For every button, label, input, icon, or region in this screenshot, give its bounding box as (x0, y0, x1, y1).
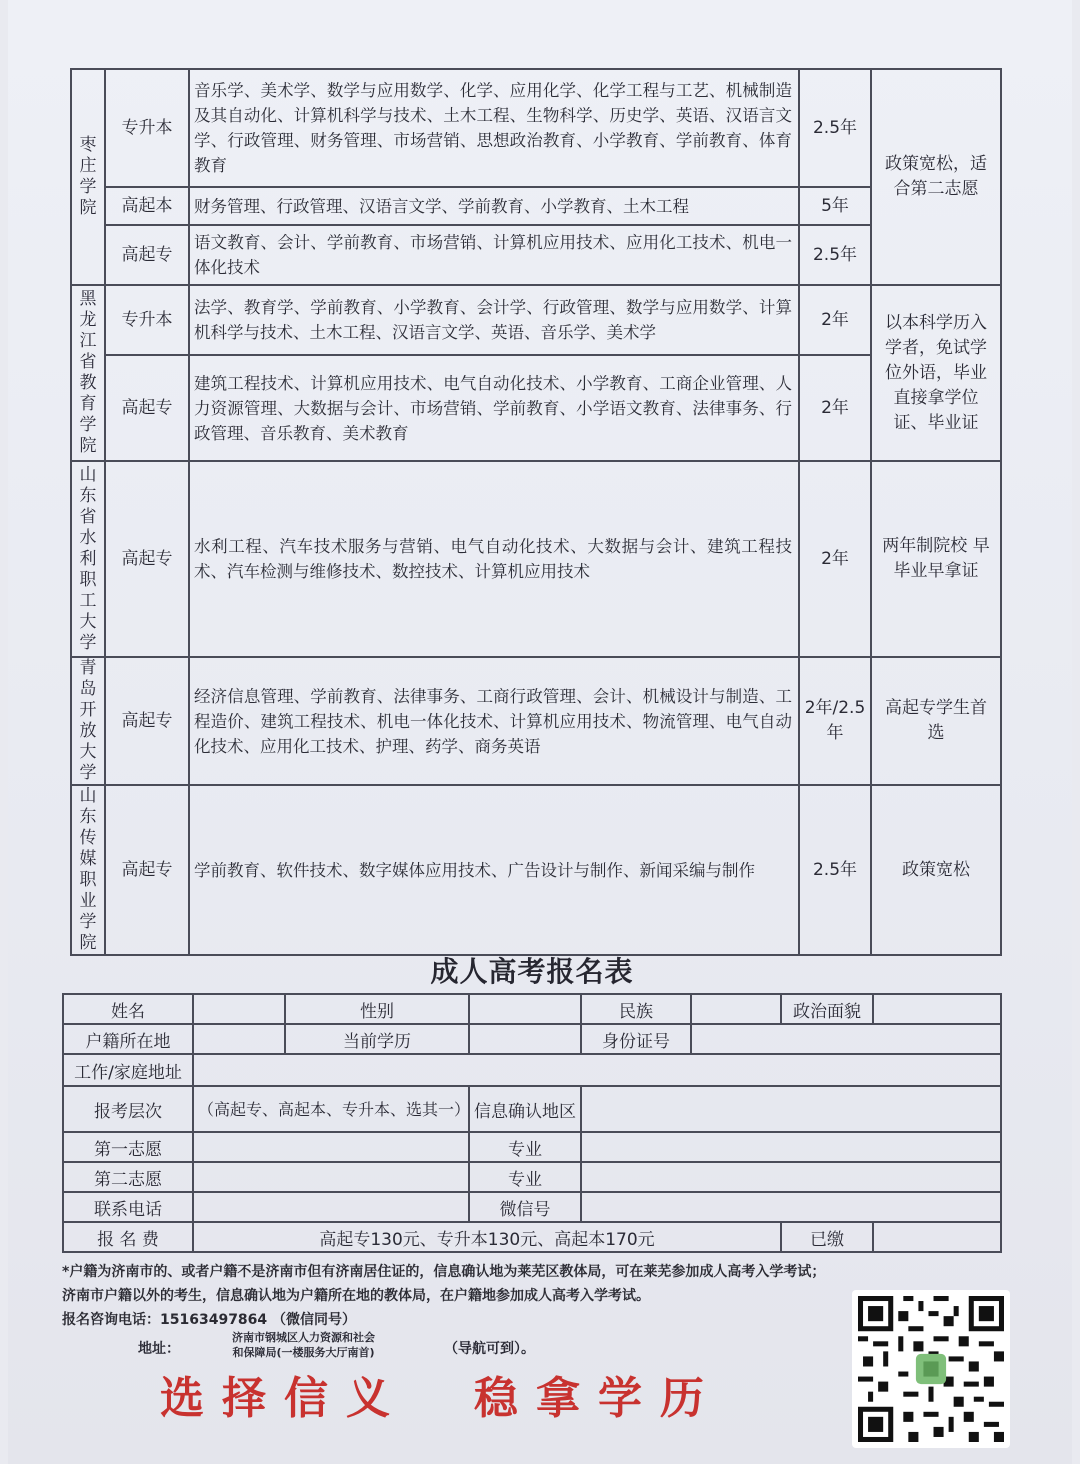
school-note: 政策宽松，适合第二志愿 (871, 69, 1001, 285)
phone-label: 联系电话 (63, 1192, 193, 1222)
table-row (71, 69, 1001, 187)
form-title: 成人高考报名表 (430, 955, 634, 988)
duration-cell: 2年/2.5年 (799, 657, 871, 785)
school-name: 黑龙江省教育学院 (71, 285, 105, 461)
hukou-field[interactable] (193, 1024, 285, 1054)
form-row (63, 1162, 1001, 1192)
duration-cell: 2年 (799, 355, 871, 461)
footnotes (62, 1260, 962, 1332)
level-label: 报考层次 (63, 1086, 193, 1132)
first-choice-field[interactable] (193, 1132, 469, 1162)
wechat-field[interactable] (581, 1192, 1001, 1222)
table-row (71, 285, 1001, 355)
registration-form (62, 993, 1002, 1253)
navigation-note: （导航可到）。 (444, 1341, 535, 1357)
level-cell: 高起专 (105, 657, 189, 785)
address-label: 地址： (138, 1341, 180, 1357)
duration-cell: 2.5年 (799, 785, 871, 955)
phone-field[interactable] (193, 1192, 469, 1222)
ethnicity-label: 民族 (581, 994, 691, 1024)
form-row (63, 1054, 1001, 1086)
fee-detail: 高起专130元、专升本130元、高起本170元 (193, 1222, 781, 1252)
paid-field[interactable] (873, 1222, 1001, 1252)
form-row (63, 1192, 1001, 1222)
form-row (63, 1024, 1001, 1054)
form-row (63, 1222, 1001, 1252)
fee-label: 报 名 费 (63, 1222, 193, 1252)
address-label: 工作/家庭地址 (63, 1054, 193, 1086)
school-note: 两年制院校 早毕业早拿证 (871, 461, 1001, 657)
political-label: 政治面貌 (781, 994, 873, 1024)
qr-code-graphic (858, 1296, 1004, 1442)
consult-phone: 报名咨询电话：15163497864 （微信同号） (62, 1312, 357, 1328)
footnote-2: 济南市户籍以外的考生，信息确认地为户籍所在地的教体局，在户籍地参加成人高考入学考试。 (62, 1288, 650, 1304)
first-major-field[interactable] (581, 1132, 1001, 1162)
table-row (71, 657, 1001, 785)
majors-list: 水利工程、汽车技术服务与营销、电气自动化技术、大数据与会计、建筑工程技术、汽车检测与维修技术、数控技术、计算机应用技术 (189, 461, 799, 657)
school-note: 以本科学历入学者，免试学位外语，毕业直接拿学位证、毕业证 (871, 285, 1001, 461)
table-row (71, 355, 1001, 461)
level-cell: 高起专 (105, 355, 189, 461)
slogan-left: 选择信义 (160, 1373, 408, 1424)
major-label: 专业 (469, 1132, 581, 1162)
school-note: 高起专学生首选 (871, 657, 1001, 785)
confirm-region-field[interactable] (581, 1086, 1001, 1132)
confirm-region-label: 信息确认地区 (469, 1086, 581, 1132)
duration-cell: 2.5年 (799, 69, 871, 187)
address-field[interactable] (193, 1054, 1001, 1086)
majors-list: 财务管理、行政管理、汉语言文学、学前教育、小学教育、土木工程 (189, 187, 799, 225)
wechat-label: 微信号 (469, 1192, 581, 1222)
majors-list: 学前教育、软件技术、数字媒体应用技术、广告设计与制作、新闻采编与制作 (189, 785, 799, 955)
name-label: 姓名 (63, 994, 193, 1024)
second-major-field[interactable] (581, 1162, 1001, 1192)
level-cell: 高起专 (105, 225, 189, 285)
address-line-2: 和保障局(一楼服务大厅南首) (232, 1346, 375, 1359)
major-label: 专业 (469, 1162, 581, 1192)
majors-list: 经济信息管理、学前教育、法律事务、工商行政管理、会计、机械设计与制造、工程造价、建筑工程技术、机电一体化技术、计算机应用技术、物流管理、电气自动化技术、应用化工技术、护理、药学、商务英语 (189, 657, 799, 785)
education-field[interactable] (469, 1024, 581, 1054)
school-name: 青岛开放大学 (71, 657, 105, 785)
level-cell: 专升本 (105, 69, 189, 187)
paid-label: 已缴 (781, 1222, 873, 1252)
second-choice-label: 第二志愿 (63, 1162, 193, 1192)
majors-list: 音乐学、美术学、数学与应用数学、化学、应用化学、化学工程与工艺、机械制造及其自动化、计算机科学与技术、土木工程、生物科学、历史学、英语、汉语言文学、行政管理、财务管理、市场营销、思想政治教育、小学教育、学前教育、体育教育 (189, 69, 799, 187)
duration-cell: 2.5年 (799, 225, 871, 285)
duration-cell: 2年 (799, 461, 871, 657)
table-row (71, 461, 1001, 657)
first-choice-label: 第一志愿 (63, 1132, 193, 1162)
education-label: 当前学历 (285, 1024, 469, 1054)
hukou-label: 户籍所在地 (63, 1024, 193, 1054)
ethnicity-field[interactable] (691, 994, 781, 1024)
political-field[interactable] (873, 994, 1001, 1024)
duration-cell: 2年 (799, 285, 871, 355)
level-cell: 专升本 (105, 285, 189, 355)
footnote-1: *户籍为济南市的、或者户籍不是济南市但有济南居住证的，信息确认地为莱芜区教体局，可在莱芜参加成人高考入学考试； (62, 1264, 826, 1280)
id-number-label: 身份证号 (581, 1024, 691, 1054)
id-number-field[interactable] (691, 1024, 1001, 1054)
table-row (71, 785, 1001, 955)
second-choice-field[interactable] (193, 1162, 469, 1192)
school-note: 政策宽松 (871, 785, 1001, 955)
name-field[interactable] (193, 994, 285, 1024)
slogan-right: 稳拿学历 (474, 1373, 722, 1424)
school-name: 山东传媒职业学院 (71, 785, 105, 955)
form-row (63, 994, 1001, 1024)
school-name: 枣庄学院 (71, 69, 105, 285)
gender-label: 性别 (285, 994, 469, 1024)
address-line-1: 济南市钢城区人力资源和社会 (232, 1331, 375, 1344)
gender-field[interactable] (469, 994, 581, 1024)
duration-cell: 5年 (799, 187, 871, 225)
majors-list: 语文教育、会计、学前教育、市场营销、计算机应用技术、应用化工技术、机电一体化技术 (189, 225, 799, 285)
table-row (71, 225, 1001, 285)
table-row (71, 187, 1001, 225)
qr-code-icon[interactable] (852, 1290, 1010, 1448)
level-hint[interactable]: （高起专、高起本、专升本、选其一） (193, 1086, 469, 1132)
majors-table (70, 68, 1002, 956)
form-row (63, 1086, 1001, 1132)
form-row (63, 1132, 1001, 1162)
majors-list: 法学、教育学、学前教育、小学教育、会计学、行政管理、数学与应用数学、计算机科学与技术、土木工程、汉语言文学、英语、音乐学、美术学 (189, 285, 799, 355)
level-cell: 高起专 (105, 785, 189, 955)
school-name: 山东省水利职工大学 (71, 461, 105, 657)
level-cell: 高起本 (105, 187, 189, 225)
majors-list: 建筑工程技术、计算机应用技术、电气自动化技术、小学教育、工商企业管理、人力资源管理、大数据与会计、市场营销、学前教育、小学语文教育、法律事务、行政管理、音乐教育、美术教育 (189, 355, 799, 461)
address-text (232, 1330, 375, 1360)
level-cell: 高起专 (105, 461, 189, 657)
